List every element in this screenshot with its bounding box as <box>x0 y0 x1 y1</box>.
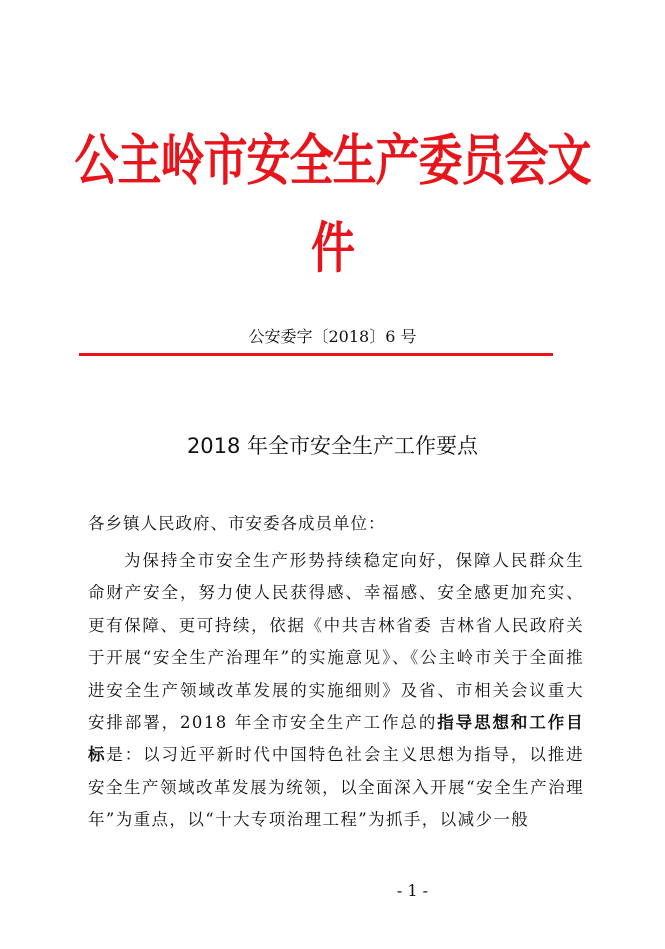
document-title: 2018 年全市安全生产工作要点 <box>186 434 479 458</box>
body-text-part1: 为保持全市安全生产形势持续稳定向好，保障人民群众生命财产安全，努力使人民获得感、幸福感、安全感更加充实、更有保障、更可持续，依据《中共吉林省委 吉林省人民政府关于开展“安全生产治理年”的实施意见》、《公主岭市关于全面推进安全生产领域改革发展的实施细则》及省、市相关会议重大安排部署，2018 年全市安全生产工作总的 <box>88 551 584 733</box>
salutation: 各乡镇人民政府、市安委各成员单位： <box>88 514 386 533</box>
document-number: 公安委字〔2018〕6 号 <box>248 327 417 346</box>
body-paragraph <box>88 545 584 837</box>
page-number: - 1 - <box>396 881 429 900</box>
issuer-header-title: 公主岭市安全生产委员会文件 <box>74 129 591 281</box>
body-text-bold: 指导思想和工作目标 <box>88 713 584 765</box>
body-text-part2: 是：以习近平新时代中国特色社会主义思想为指导，以推进安全生产领域改革发展为统领，以全面深入开展“安全生产治理年”为重点，以“十大专项治理工程”为抓手，以减少一般 <box>88 745 584 830</box>
red-divider-line <box>79 353 553 356</box>
